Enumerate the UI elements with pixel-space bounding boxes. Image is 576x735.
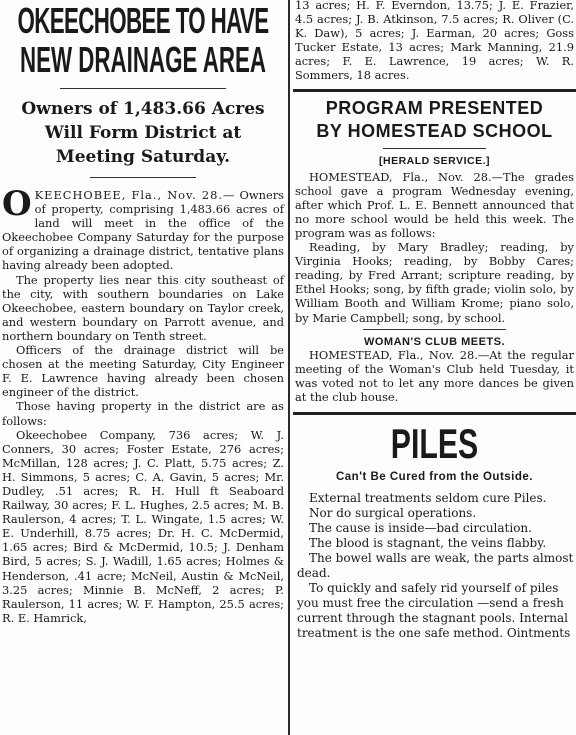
ad-subtitle: Can't Be Cured from the Outside. <box>335 470 533 483</box>
ad-paragraph: The cause is inside—bad circulation. <box>309 520 532 535</box>
ad-paragraph: The bowel walls are weak, the parts almost dead. <box>297 550 574 580</box>
ad-paragraph: Nor do surgical operations. <box>309 505 477 520</box>
subheadline: Owners of 1,483.66 Acres Will Form District at Meeting Saturday. <box>21 99 265 167</box>
article-paragraph: HOMESTEAD, Fla., Nov. 28.—The grades school gave a program Wednesday evening, after which Prof. L. E. Bennett announced that no more school would be held this week. The program was as follows: <box>295 169 574 240</box>
ad-paragraph: External treatments seldom cure Piles. <box>309 490 547 505</box>
divider <box>60 88 226 89</box>
dateline: KEECHOBEE, Fla., Nov. 28.— <box>34 188 236 202</box>
article-paragraph: Officers of the drainage district will be chosen at the meeting Saturday, City Engineer F. E. Lawrence having already been chosen engineer of the district. <box>2 343 284 400</box>
headline-line-1: OKEECHOBEE TO HAVE <box>17 0 269 41</box>
club-body <box>295 348 574 404</box>
program-body <box>295 170 574 325</box>
article-continuation: 13 acres; H. F. Everndon, 13.75; J. E. Frazier, 4.5 acres; J. B. Atkinson, 7.5 acres; R. Oliver (C. K. Daw), 5 acres; J. Earman, 20 acres; Goss Tucker Estate, 13 acres; Mark Manning, 21.9 acres; F. E. Lawrence, 19 acres; W. R. Sommers, 18 acres. <box>295 0 574 83</box>
program-headline-2: BY HOMESTEAD SCHOOL <box>316 120 553 141</box>
right-column <box>293 0 576 735</box>
divider <box>383 148 486 149</box>
article-paragraph: The property lies near this city southeast of the city, with southern boundaries on Lake Okeechobee, eastern boundary on Taylor creek, and western boundary on Parrott avenue, and northern boundary on Tenth street. <box>2 272 284 343</box>
divider <box>90 177 196 178</box>
divider <box>293 412 576 415</box>
drop-cap: O <box>2 184 32 224</box>
ad-paragraph: To quickly and safely rid yourself of piles you must free the circulation —send a fresh current through the stagnant pools. Internal treatment is the one safe method. Ointments <box>297 580 571 640</box>
column-rule <box>288 0 290 735</box>
article-paragraph: Those having property in the district are as follows: <box>2 399 284 428</box>
left-column <box>0 0 286 735</box>
ad-paragraph: The blood is stagnant, the veins flabby. <box>309 535 547 550</box>
ad-body <box>297 491 574 641</box>
club-headline: WOMAN'S CLUB MEETS. <box>363 335 506 348</box>
article-paragraph: HOMESTEAD, Fla., Nov. 28.—At the regular meeting of the Woman's Club held Tuesday, it was voted not to let any more dances be given at the club house. <box>295 347 574 404</box>
program-headline-1: PROGRAM PRESENTED <box>325 97 544 118</box>
article-body <box>2 184 284 625</box>
divider <box>363 329 506 330</box>
service-credit: [HERALD SERVICE.] <box>379 154 490 167</box>
ad-title: PILES <box>390 419 479 467</box>
article-lead <box>2 184 284 273</box>
article-paragraph: Reading, by Mary Bradley; reading, by Virginia Hooks; reading, by Bobby Cares; reading, by Fred Arrant; scripture reading, by Ethel Hooks; song, by fifth grade; violin solo, by William Booth and William Krome; piano solo, by Marie Campbell; song, by school. <box>295 240 574 325</box>
headline-line-2: NEW DRAINAGE AREA <box>20 39 266 80</box>
divider <box>293 89 576 92</box>
article-paragraph: Owners of property, comprising 1,483.66 acres of land will meet in the office of the Okeechobee Company Saturday for the purpose of organizing a drainage district, tentative plans having already been adopted. <box>2 188 284 273</box>
article-paragraph: Okeechobee Company, 736 acres; W. J. Conners, 30 acres; Foster Estate, 276 acres; McMillan, 128 acres; J. C. Platt, 5.75 acres; Z. H. Simmons, 5 acres; C. A. Gavin, 5 acres; Mr. Dudley, .51 acres; R. H. Hull ft Seaboard Railway, 30 acres; F. L. Hughes, 2.5 acres; M. B. Raulerson, 4 acres; T. L. Wingate, 1.5 acres; W. E. Underhill, 8.75 acres; Dr. H. C. McDermid, 1.65 acres; Bird & McDermid, 10.5; J. Denham Bird, 5 acres; S. J. Wadill, 1.65 acres; Holmes & Henderson, .41 acre; McNeil, Austin & McNeil, 3.25 acres; Minnie B. McNeff, 2 acres; P. Raulerson, 11 acres; W. F. Hampton, 25.5 acres; R. E. Hamrick, <box>2 427 284 625</box>
